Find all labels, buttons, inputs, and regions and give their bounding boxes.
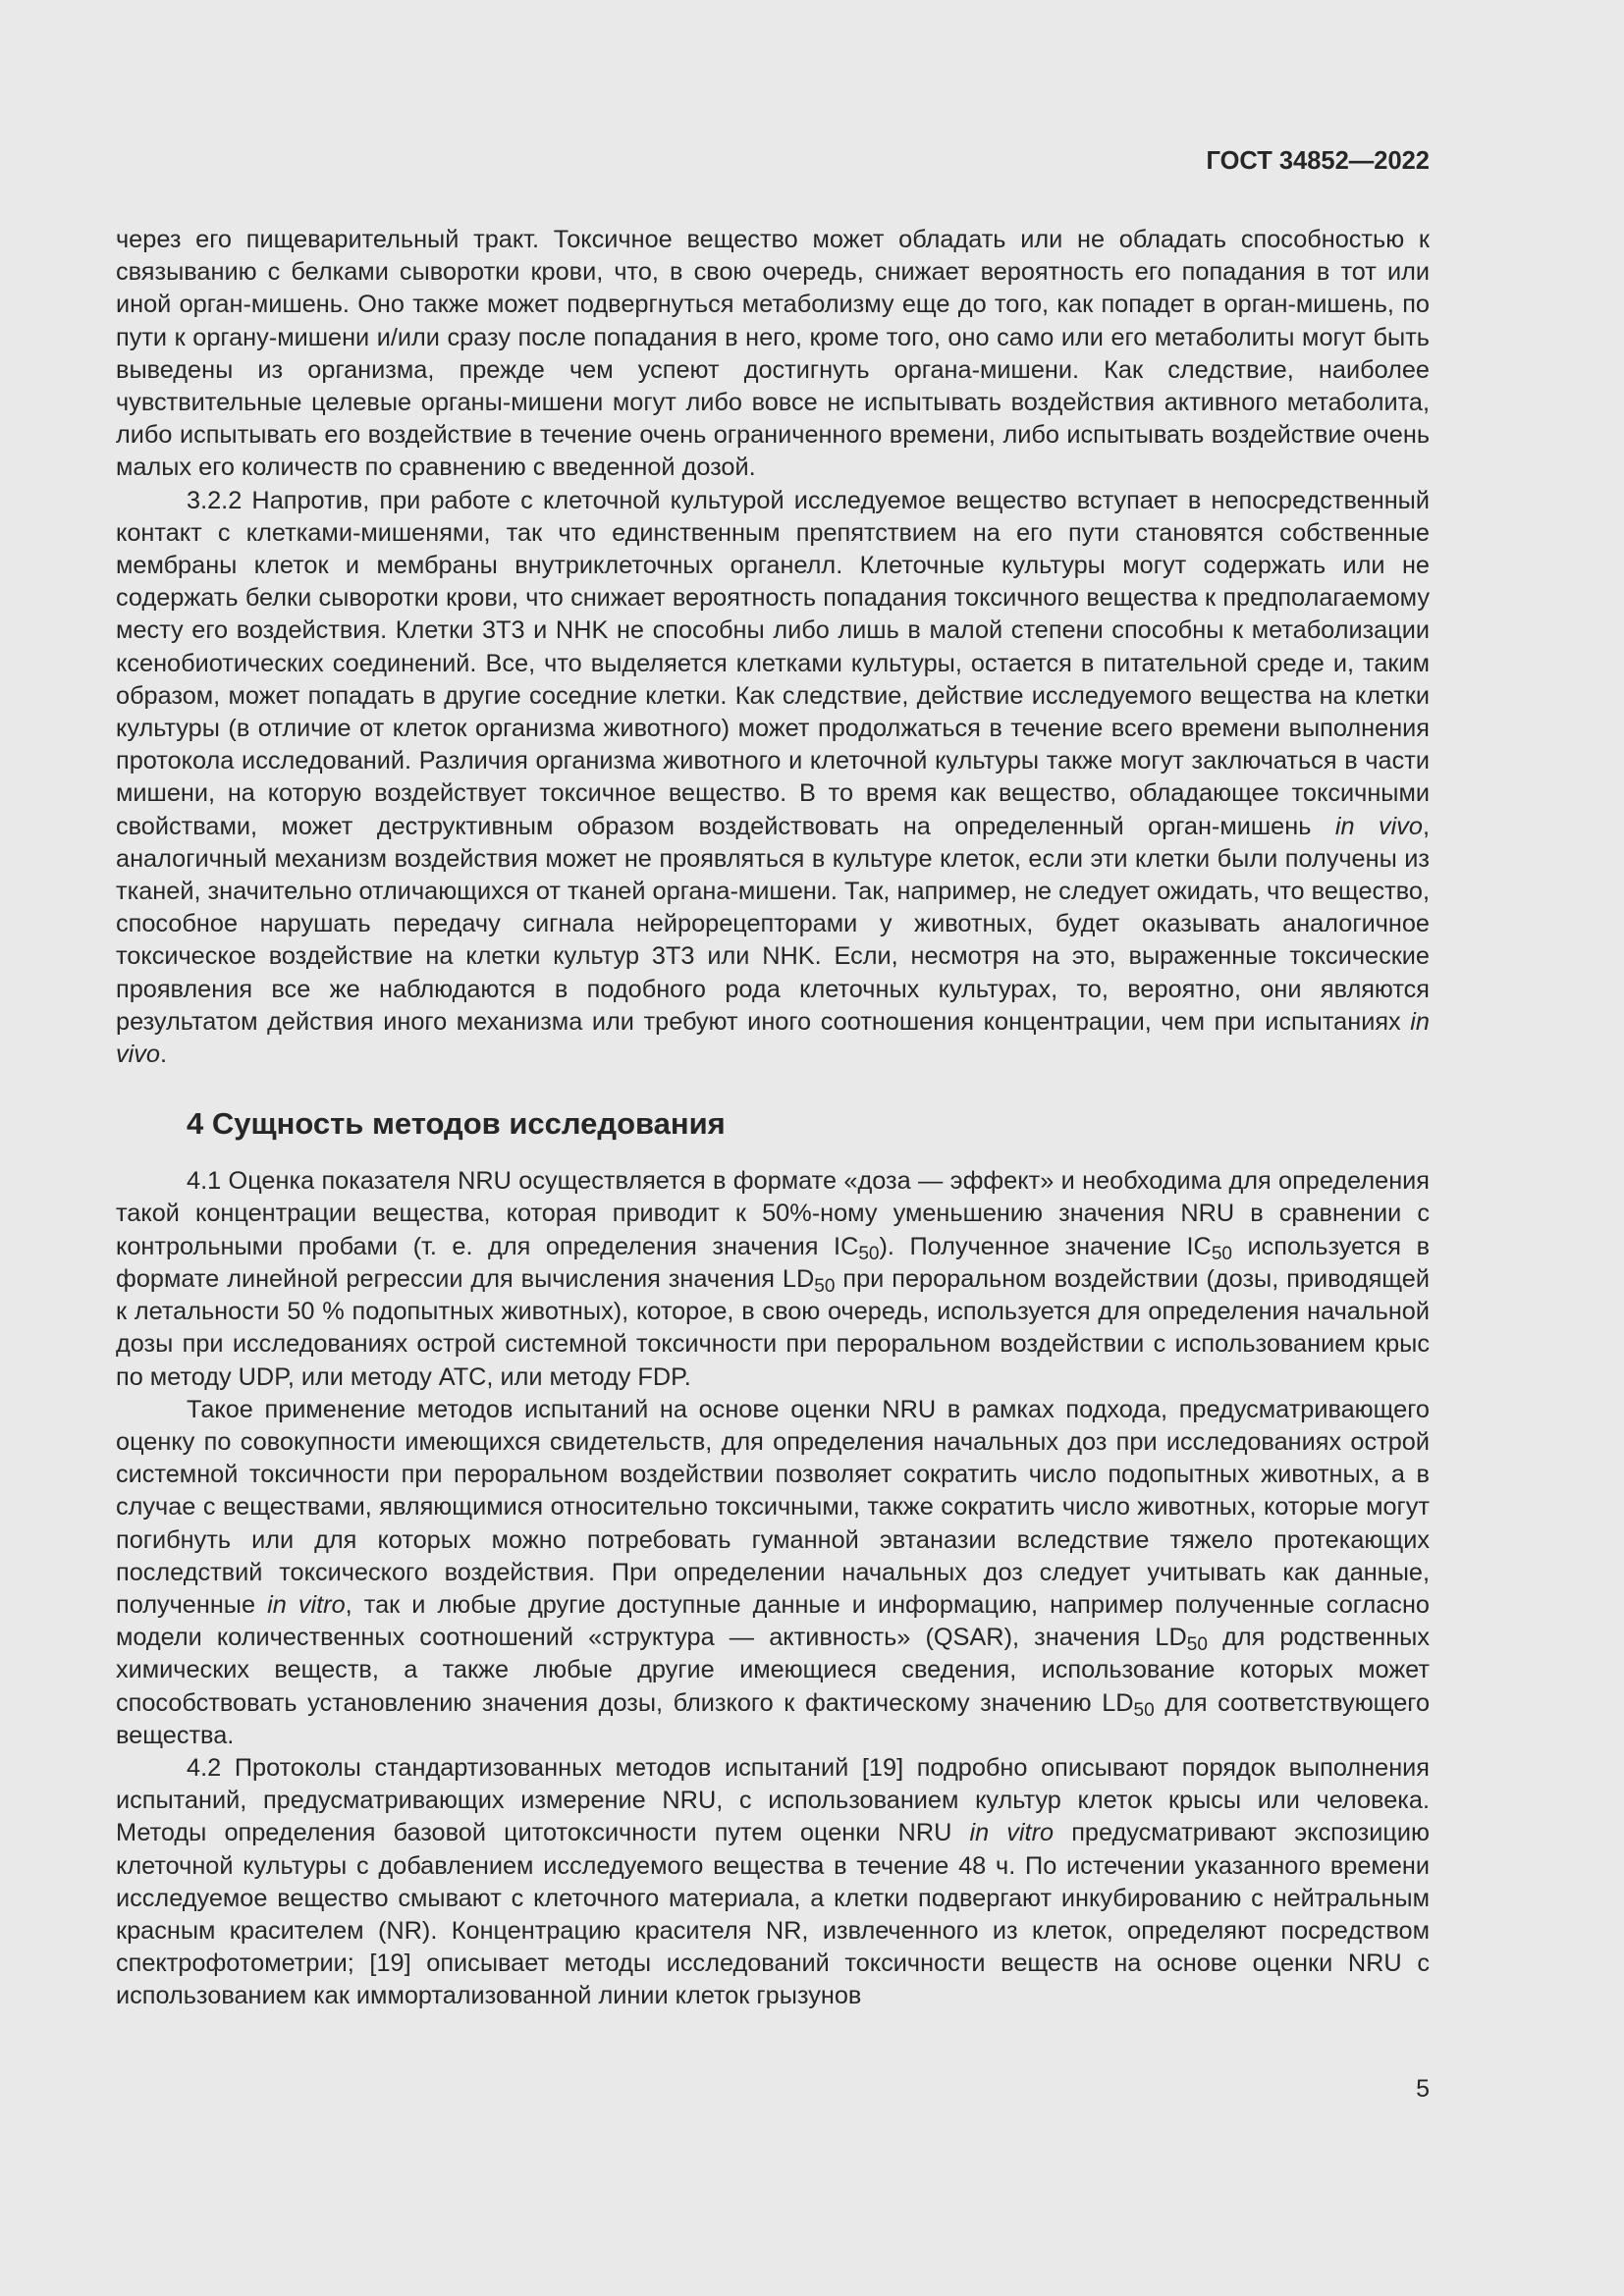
paragraph-text: .: [160, 1041, 168, 1069]
paragraph-text: для соответствующего вещества.: [116, 1688, 1431, 1749]
subscript: 50: [858, 1243, 880, 1264]
paragraph-continuation: через его пищеварительный тракт. Токсичное вещество может обладать или не обладать способностью к связыванию с белками сыворотки крови, что, в свою очередь, снижает вероятность его попадания в тот или иной орган-мишень. Оно также может подвергнуться метаболизму еще до того, как попадет в орган-мишень, по пути к органу-мишени и/или сразу после попадания в него, кроме того, оно само или его метаболиты могут быть выведены из организма, прежде чем успеют достигнуть органа-мишени. Как следствие, наиболее чувствительные целевые органы-мишени могут либо вовсе не испытывать воздействия активного метаболита, либо испытывать его воздействие в течение очень ограниченного времени, либо испытывать воздействие очень малых его количеств по сравнению с введенной дозой.: [116, 226, 1430, 482]
paragraph-text: , так и любые другие доступные данные и информацию, например полученные согласно модели количественных соотношений «структура — активность» (QSAR), значения LD: [116, 1590, 1430, 1652]
italic-term: in vivo: [1334, 812, 1423, 840]
italic-term: in vivo: [116, 1007, 1430, 1069]
italic-term: in vitro: [267, 1590, 346, 1619]
paragraph-text: Такое применение методов испытаний на основе оценки NRU в рамках подхода, предусматривающего оценку по совокупности имеющихся свидетельств, для определения начальных доз при исследованиях острой системной токсичности при пероральном воздействии позволяет сократить число подопытных животных, а в случае с веществами, являющимися относительно токсичными, также сократить число животных, которые могут погибнуть или для которых можно потребовать гуманной эвтаназии вследствие тяжело протекающих последствий токсического воздействия. При определении начальных доз следует учитывать как данные, полученные: [116, 1395, 1430, 1619]
paragraph-text: при пероральном воздействии (дозы, приводящей к летальности 50 % подопытных животных), которое, в свою очередь, используется для определения начальной дозы при исследованиях острой системной токсичности при пероральном воздействии с использованием крыс по методу UDP, или методу АТС, или методу FDP.: [116, 1264, 1430, 1391]
document-code-header: ГОСТ 34852—2022: [1206, 147, 1430, 175]
page-number: 5: [1416, 2075, 1430, 2103]
subscript: 50: [1211, 1243, 1232, 1264]
subscript: 50: [1133, 1699, 1155, 1721]
paragraph-4-1: [116, 1165, 1430, 1393]
paragraph-3-2-2: [116, 485, 1430, 1072]
paragraph-4-1-application: [116, 1394, 1430, 1752]
paragraph-text: , аналогичный механизм воздействия может не проявляться в культуре клеток, если эти клетки были получены из тканей, значительно отличающихся от тканей органа-мишени. Так, например, не следует ожидать, что вещество, способное нарушать передачу сигнала нейрорецепторами у животных, будет оказывать аналогичное токсическое воздействие на клетки культур 3Т3 или NHK. Если, несмотря на это, выраженные токсические проявления все же наблюдаются в подобного рода клеточных культурах, то, вероятно, они являются результатом действия иного механизма или требуют иного соотношения концентрации, чем при испытаниях: [116, 812, 1430, 1036]
paragraph-4-2: [116, 1752, 1430, 2013]
section-heading: 4 Сущность методов исследования: [187, 1106, 726, 1142]
subscript: 50: [814, 1275, 836, 1297]
subscript: 50: [1186, 1634, 1208, 1656]
italic-term: in vitro: [969, 1819, 1055, 1847]
paragraph-text: 4.1 Оценка показателя NRU осуществляется в формате «доза — эффект» и необходима для определения такой концентрации вещества, которая приводит к 50%-ному уменьшению значения NRU в сравнении с контрольными пробами (т. е. для определения значения IC: [116, 1167, 1430, 1260]
paragraph-text: 3.2.2 Напротив, при работе с клеточной культурой исследуемое вещество вступает в непосредственный контакт с клетками-мишенями, так что единственным препятствием на его пути становятся собственные мембраны клеток и мембраны внутриклеточных органелл. Клеточные культуры могут содержать или не содержать белки сыворотки крови, что снижает вероятность попадания токсичного вещества к предполагаемому месту его воздействия. Клетки 3Т3 и NHK не способны либо лишь в малой степени способны к метаболизации ксенобиотических соединений. Все, что выделяется клетками культуры, остается в питательной среде и, таким образом, может попадать в другие соседние клетки. Как следствие, действие исследуемого вещества на клетки культуры (в отличие от клеток организма животного) может продолжаться в течение всего времени выполнения протокола исследований. Различия организма животного и клеточной культуры также могут заключаться в части мишени, на которую воздействует токсичное вещество. В то время как вещество, обладающее токсичными свойствами, может деструктивным образом воздействовать на определенный орган-мишень: [116, 486, 1430, 840]
paragraph-text: 4.2 Протоколы стандартизованных методов испытаний [19] подробно описывают порядок выполнения испытаний, предусматривающих измерение NRU, с использованием культур клеток крысы или человека. Методы определения базовой цитотоксичности путем оценки NRU: [116, 1753, 1430, 1847]
paragraph-text: для родственных химических веществ, а также любые другие имеющиеся сведения, использование которых может способствовать установлению значения дозы, близкого к фактическому значению LD: [116, 1624, 1430, 1717]
document-body: [116, 224, 1430, 2013]
paragraph-text: предусматривают экспозицию клеточной культуры с добавлением исследуемого вещества в течение 48 ч. По истечении указанного времени исследуемое вещество смывают с клеточного материала, а клетки подвергают инкубированию с нейтральным красным красителем (NR). Концентрацию красителя NR, извлеченного из клеток, определяют посредством спектрофотометрии; [19] описывает методы исследований токсичности веществ на основе оценки NRU с использованием как иммортализованной линии клеток грызунов: [116, 1819, 1430, 2010]
paragraph-text: используется в формате линейной регрессии для вычисления значения LD: [116, 1232, 1431, 1293]
paragraph-text: ). Полученное значение IC: [879, 1232, 1212, 1260]
